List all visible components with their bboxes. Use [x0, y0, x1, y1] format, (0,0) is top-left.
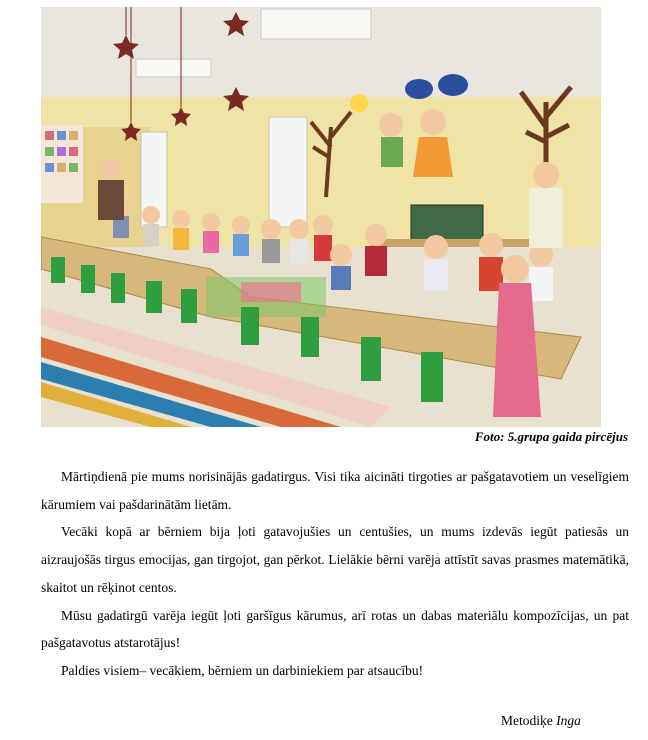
article-paragraph: Paldies visiem– vecākiem, bērniem un darbiniekiem par atsaucību!	[61, 662, 424, 678]
article-paragraph: Mārtiņdienā pie mums norisinājās gadatirgus. Visi tika aicināti tirgoties ar pašgatavotiem un veselīgiem kārumiem vai pašdarinātām lietām.	[41, 469, 629, 512]
classroom-photo	[41, 7, 601, 427]
signature	[501, 713, 581, 729]
article-body	[41, 463, 629, 685]
signature-role: Metodiķe	[501, 713, 553, 728]
article-paragraph: Vecāki kopā ar bērniem bija ļoti gatavojušies un centušies, un mums izdevās iegūt patiesās un aizraujošās tirgus emocijas, gan tirgojot, gan pērkot. Lielākie bērni varēja attīstīt savas prasmes matemātikā, skaitot un rēķinot centos.	[41, 524, 629, 595]
article-paragraph: Mūsu gadatirgū varēja iegūt ļoti garšīgus kārumus, arī rotas un dabas materiālu kompozīcijas, un pat pašgatavotus atstarotājus!	[41, 607, 629, 651]
photo-caption: Foto: 5.grupa gaida pircējus	[474, 429, 628, 444]
signature-name: Inga	[556, 713, 581, 728]
